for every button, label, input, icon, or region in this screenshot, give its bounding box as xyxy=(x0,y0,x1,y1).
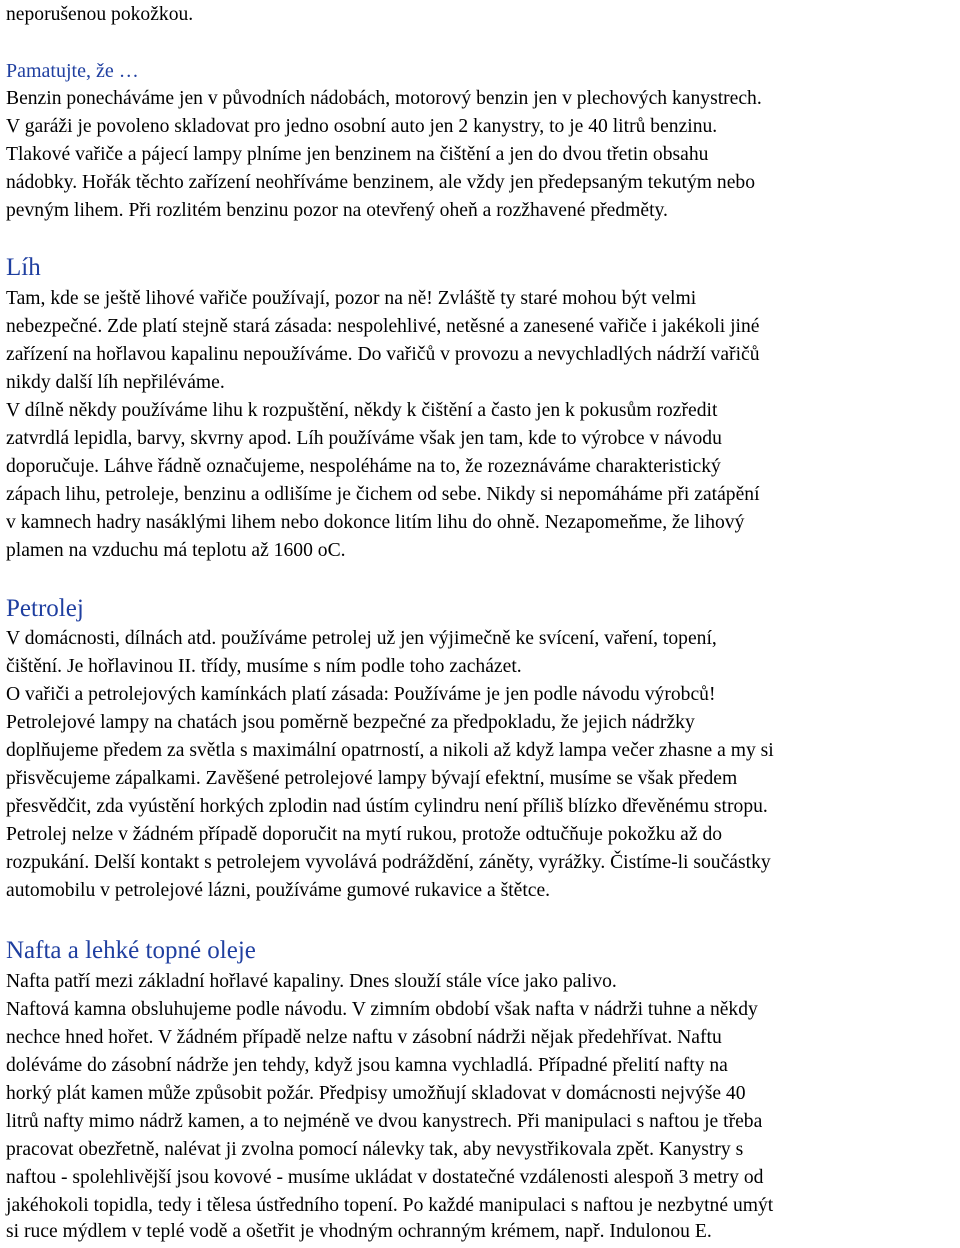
paragraph-line: O vařiči a petrolejových kamínkách platí zásada: Používáme je jen podle návodu výrobců! xyxy=(6,684,716,705)
paragraph-line: Tlakové vařiče a pájecí lampy plníme jen benzinem na čištění a jen do dvou třetin obsahu xyxy=(6,144,709,165)
paragraph-line: pracovat obezřetně, nalévat ji zvolna pomocí nálevky tak, aby nevystřikovala zpět. Kanystry s xyxy=(6,1139,744,1160)
paragraph-line: si ruce mýdlem v teplé vodě a ošetřit je vhodným ochranným krémem, např. Indulonou E. xyxy=(6,1221,712,1242)
paragraph-line: doléváme do zásobní nádrže jen tehdy, když jsou kamna vychladlá. Případné přelití nafty na xyxy=(6,1055,728,1076)
paragraph-line: horký plát kamen může způsobit požár. Předpisy umožňují skladovat v domácnosti nejvýše 40 xyxy=(6,1083,746,1104)
paragraph-line: plamen na vzduchu má teplotu až 1600 oC. xyxy=(6,540,346,561)
paragraph-line: Nafta patří mezi základní hořlavé kapaliny. Dnes slouží stále více jako palivo. xyxy=(6,971,617,992)
paragraph-line: Petrolejové lampy na chatách jsou poměrně bezpečné za předpokladu, že jejich nádržky xyxy=(6,712,695,733)
paragraph-line: rozpukání. Delší kontakt s petrolejem vyvolává podráždění, záněty, vyrážky. Čistíme-li součástky xyxy=(6,852,771,873)
paragraph-line: Petrolej nelze v žádném případě doporučit na mytí rukou, protože odtučňuje pokožku až do xyxy=(6,824,723,845)
paragraph-line: v kamnech hadry nasáklými lihem nebo dokonce litím lihu do ohně. Nezapomeňme, že lihový xyxy=(6,512,745,533)
paragraph-line: nebezpečné. Zde platí stejně stará zásada: nespolehlivé, netěsné a zanesené vařiče i jakékoli jiné xyxy=(6,316,760,337)
section-heading-pamatujte: Pamatujte, že … xyxy=(6,60,139,82)
paragraph-line: doplňujeme předem za světla s maximální opatrností, a nikoli až když lampa večer zhasne a my si xyxy=(6,740,774,761)
paragraph-line: pevným lihem. Při rozlitém benzinu pozor na otevřený oheň a rozžhavené předměty. xyxy=(6,200,668,221)
paragraph-line: nikdy další líh nepřiléváme. xyxy=(6,372,225,393)
paragraph-line: V domácnosti, dílnách atd. používáme petrolej už jen výjimečně ke svícení, vaření, topení, xyxy=(6,628,717,649)
paragraph-line: automobilu v petrolejové lázni, používáme gumové rukavice a štětce. xyxy=(6,880,551,901)
paragraph-line: Benzin ponecháváme jen v původních nádobách, motorový benzin jen v plechových kanystrech. xyxy=(6,88,762,109)
paragraph-line: zápach lihu, petroleje, benzinu a odlišíme je čichem od sebe. Nikdy si nepomáháme při zatápění xyxy=(6,484,760,505)
paragraph-line: litrů nafty mimo nádrž kamen, a to nejméně ve dvou kanystrech. Při manipulaci s naftou je třeba xyxy=(6,1111,763,1132)
intro-fragment: neporušenou pokožkou. xyxy=(6,4,194,25)
section-heading-lih: Líh xyxy=(6,254,41,281)
paragraph-line: V dílně někdy používáme lihu k rozpuštění, někdy k čištění a často jen k pokusům rozředit xyxy=(6,400,718,421)
paragraph-line: zatvrdlá lepidla, barvy, skvrny apod. Líh používáme však jen tam, kde to výrobce v návodu xyxy=(6,428,722,449)
paragraph-line: nechce hned hořet. V žádném případě nelze naftu v zásobní nádrži nějak předehřívat. Naftu xyxy=(6,1027,722,1048)
paragraph-line: zařízení na hořlavou kapalinu nepoužíváme. Do vařičů v provozu a nevychladlých nádrží vařičů xyxy=(6,344,760,365)
paragraph-line: přesvědčit, zda vyústění horkých zplodin nad ústím cylindru není příliš blízko dřevěnému stropu. xyxy=(6,796,768,817)
paragraph-line: nádobky. Hořák těchto zařízení neohříváme benzinem, ale vždy jen předepsaným tekutým nebo xyxy=(6,172,756,193)
paragraph-line: čištění. Je hořlavinou II. třídy, musíme s ním podle toho zacházet. xyxy=(6,656,522,677)
section-heading-nafta: Nafta a lehké topné oleje xyxy=(6,937,256,964)
paragraph-line: naftou - spolehlivější jsou kovové - musíme ukládat v dostatečné vzdálenosti alespoň 3 metry od xyxy=(6,1167,764,1188)
paragraph-line: doporučuje. Láhve řádně označujeme, nespoléháme na to, že rozeznáváme charakteristický xyxy=(6,456,721,477)
paragraph-line: přisvěcujeme zápalkami. Zavěšené petrolejové lampy bývají efektní, musíme se však předem xyxy=(6,768,738,789)
paragraph-line: jakéhokoli topidla, tedy i tělesa ústředního topení. Po každé manipulaci s naftou je nezbytné umýt xyxy=(6,1195,774,1216)
paragraph-line: Naftová kamna obsluhujeme podle návodu. V zimním období však nafta v nádrži tuhne a někdy xyxy=(6,999,758,1020)
paragraph-line: V garáži je povoleno skladovat pro jedno osobní auto jen 2 kanystry, to je 40 litrů benzinu. xyxy=(6,116,718,137)
paragraph-line: Tam, kde se ještě lihové vařiče používají, pozor na ně! Zvláště ty staré mohou být velmi xyxy=(6,288,697,309)
section-heading-petrolej: Petrolej xyxy=(6,595,84,622)
